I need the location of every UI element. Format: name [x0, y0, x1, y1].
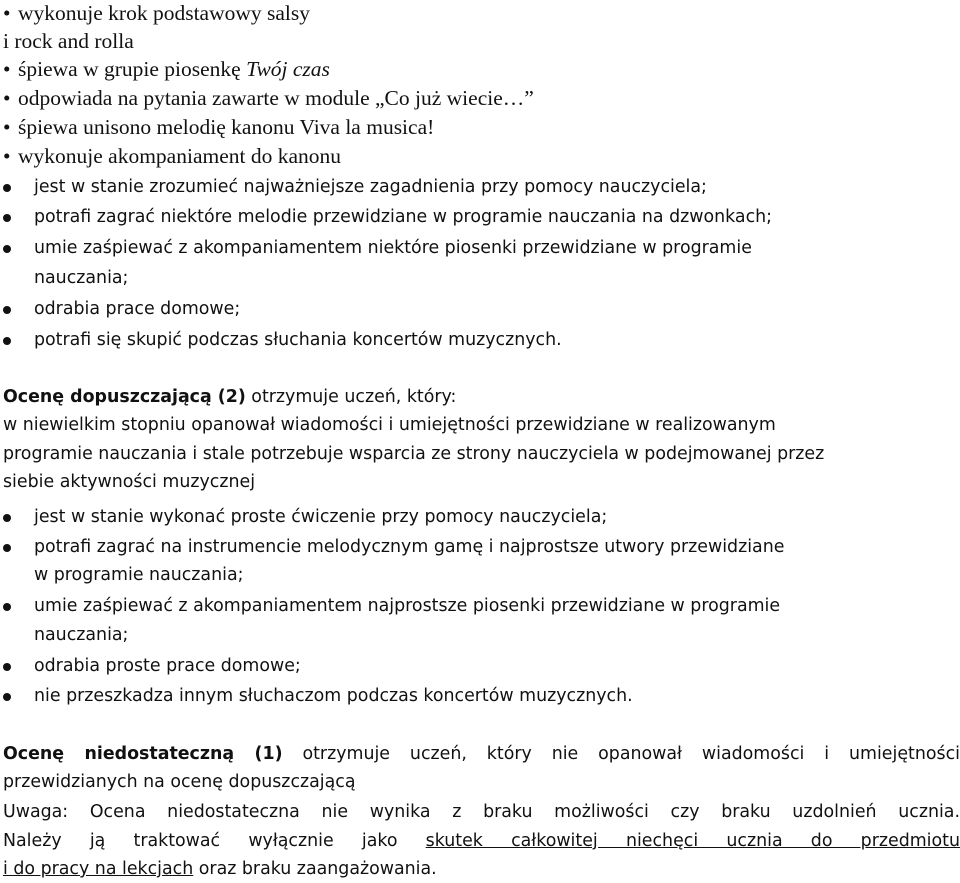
paragraph-line: siebie aktywności muzycznej — [3, 472, 256, 492]
grade-2-heading: Ocenę dopuszczającą (2) otrzymuje uczeń, który: — [3, 387, 457, 407]
list-item: • śpiewa unisono melodię kanonu Viva la musica! — [3, 115, 435, 139]
grade-1-heading: Ocenę niedostateczną (1) otrzymuje uczeń, który nie opanował wiadomości i umiejętności — [3, 744, 960, 764]
paragraph-line: Należy ją traktować wyłącznie jako skutek całkowitej niechęci ucznia do przedmiotu — [3, 831, 960, 851]
list-item: • wykonuje akompaniament do kanonu — [3, 144, 342, 168]
paragraph-line: w niewielkim stopniu opanował wiadomości i umiejętności przewidziane w realizowanym — [3, 415, 776, 435]
note-line: Uwaga: Ocena niedostateczna nie wynika z braku możliwości czy braku uzdolnień ucznia. — [3, 802, 960, 822]
underlined-phrase: skutek całkowitej niechęci ucznia do przedmiotu — [425, 831, 960, 851]
list-item: • odpowiada na pytania zawarte w module „Co już wiecie…” — [3, 86, 534, 110]
song-title: Twój czas — [246, 57, 330, 81]
paragraph-line: i do pracy na lekcjach oraz braku zaangażowania. — [3, 859, 437, 879]
underlined-phrase: i do pracy na lekcjach — [3, 859, 194, 879]
paragraph-line: programie nauczania i stale potrzebuje wsparcia ze strony nauczyciela w podejmowanej przez — [3, 444, 825, 464]
list-item: • wykonuje krok podstawowy salsy — [3, 1, 311, 25]
list-item: • śpiewa w grupie piosenkę Twój czas — [3, 57, 330, 81]
list-item-continuation: i rock and rolla — [3, 29, 134, 53]
paragraph-line: przewidzianych na ocenę dopuszczającą — [3, 772, 356, 792]
